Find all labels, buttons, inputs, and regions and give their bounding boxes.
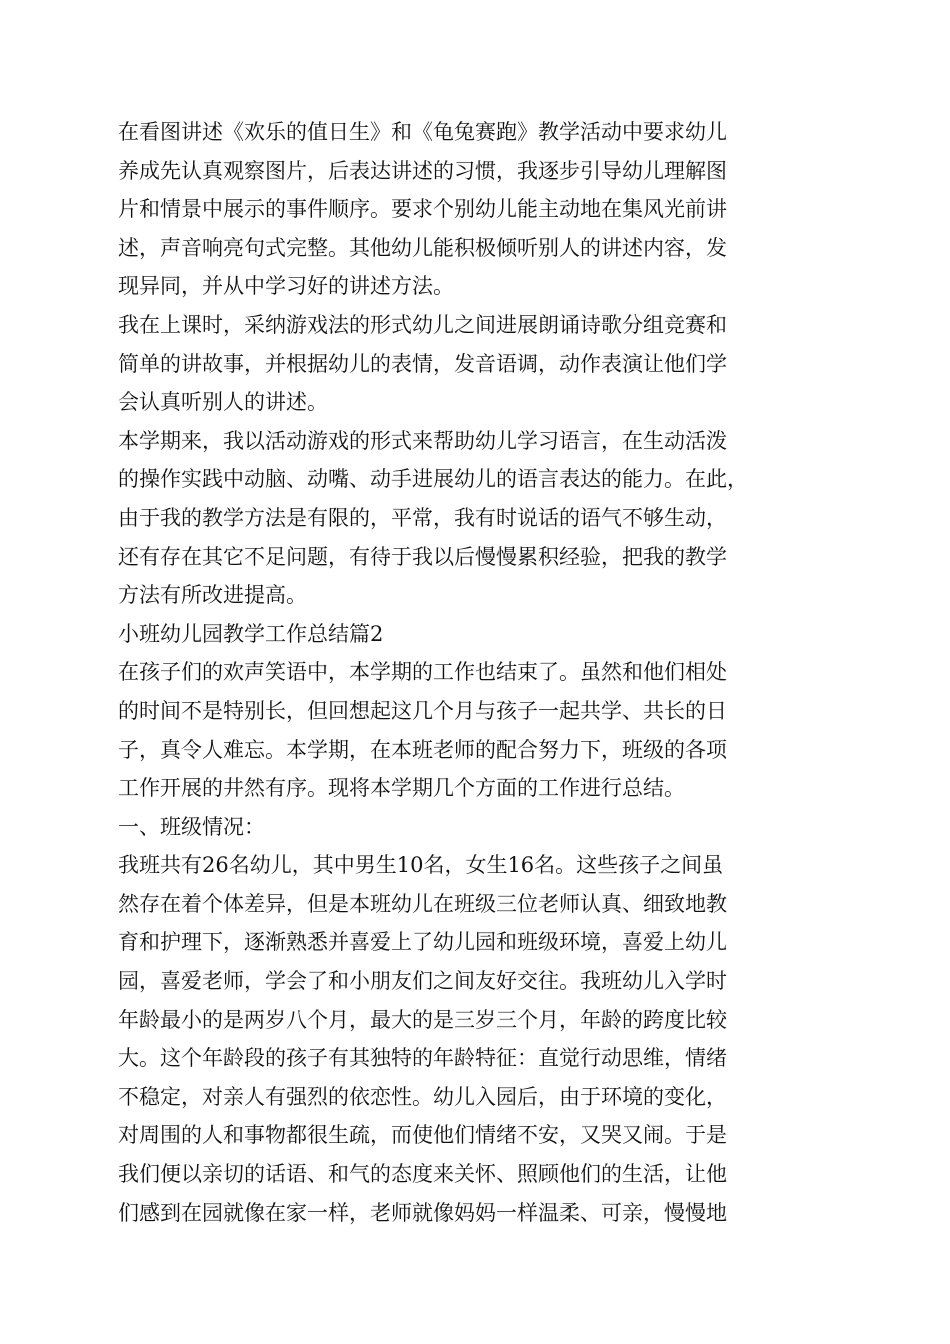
document-body [118,113,828,1232]
text-line: 园，喜爱老师，学会了和小朋友们之间友好交往。我班幼儿入学时 [118,969,727,994]
text-line: 在看图讲述《欢乐的值日生》和《龟兔赛跑》教学活动中要求幼儿 [118,120,727,144]
text-line: 本学期来，我以活动游戏的形式来帮助幼儿学习语言，在生动活泼 [118,428,727,453]
text-line: 对周围的人和事物都很生疏，而使他们情绪不安，又哭又闹。于是 [118,1123,727,1148]
text-line: 我们便以亲切的话语、和气的态度来关怀、照顾他们的生活，让他 [118,1162,727,1187]
text-line: 大。这个年龄段的孩子有其独特的年龄特征：直觉行动思维，情绪 [118,1046,727,1071]
section-heading: 小班幼儿园教学工作总结篇2 [118,621,384,646]
text-line: 们感到在园就像在家一样，老师就像妈妈一样温柔、可亲，慢慢地 [118,1200,727,1225]
text-line: 现异同，并从中学习好的讲述方法。 [118,274,454,299]
text-line: 工作开展的井然有序。现将本学期几个方面的工作进行总结。 [118,776,685,801]
text-line: 我在上课时，采纳游戏法的形式幼儿之间进展朗诵诗歌分组竞赛和 [118,312,727,337]
text-line: 简单的讲故事，并根据幼儿的表情，发音语调，动作表演让他们学 [118,351,727,376]
text-line: 年龄最小的是两岁八个月，最大的是三岁三个月，年龄的跨度比较 [118,1007,727,1032]
text-line: 由于我的教学方法是有限的，平常，我有时说话的语气不够生动， [118,505,727,530]
text-line: 育和护理下，逐渐熟悉并喜爱上了幼儿园和班级环境，喜爱上幼儿 [118,930,727,955]
text-line: 不稳定，对亲人有强烈的依恋性。幼儿入园后，由于环境的变化， [118,1084,727,1109]
text-line: 述，声音响亮句式完整。其他幼儿能积极倾听别人的讲述内容，发 [118,235,727,260]
text-line: 方法有所改进提高。 [118,583,307,608]
text-line: 然存在着个体差异，但是本班幼儿在班级三位老师认真、细致地教 [118,891,727,916]
text-line: 养成先认真观察图片，后表达讲述的习惯，我逐步引导幼儿理解图 [118,158,727,183]
subsection-heading: 一、班级情况： [118,814,265,839]
text-line: 会认真听别人的讲述。 [118,390,328,415]
text-line: 的时间不是特别长，但回想起这几个月与孩子一起共学、共长的日 [118,698,727,723]
text-line: 我班共有26名幼儿，其中男生10名，女生16名。这些孩子之间虽 [118,853,724,878]
text-line: 片和情景中展示的事件顺序。要求个别幼儿能主动地在集风光前讲 [118,197,727,222]
text-line: 子，真令人难忘。本学期，在本班老师的配合努力下，班级的各项 [118,737,727,762]
text-line: 还有存在其它不足问题，有待于我以后慢慢累积经验，把我的教学 [118,544,727,569]
text-line: 在孩子们的欢声笑语中，本学期的工作也结束了。虽然和他们相处 [118,660,727,685]
text-line: 的操作实践中动脑、动嘴、动手进展幼儿的语言表达的能力。在此， [118,467,748,492]
